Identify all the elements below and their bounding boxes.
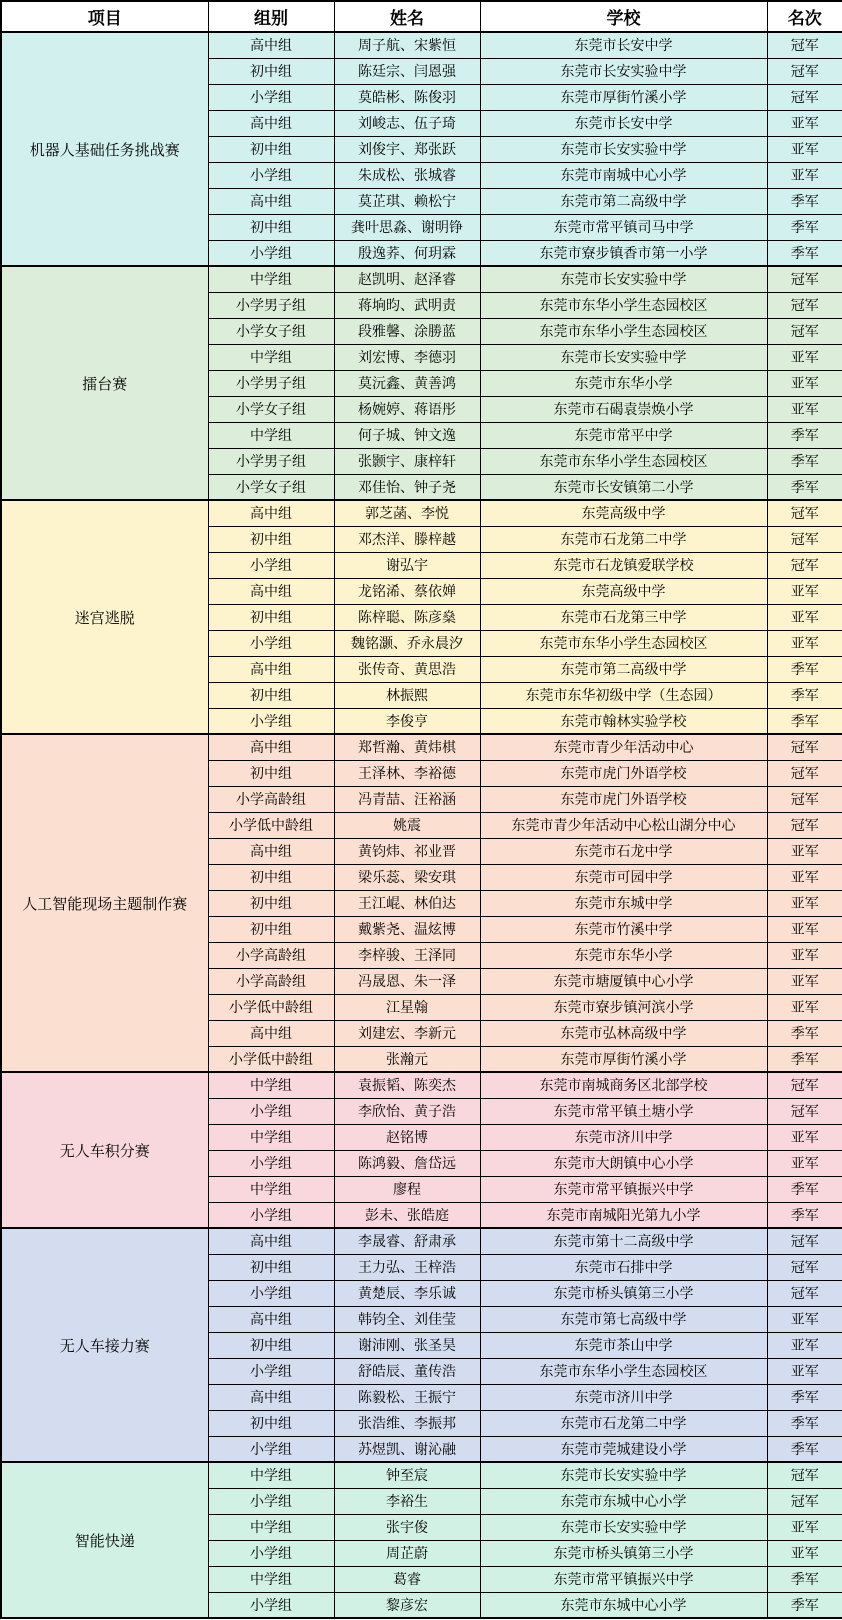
school-cell: 东莞市长安中学 xyxy=(480,110,767,136)
group-cell: 小学组 xyxy=(208,1358,334,1384)
group-cell: 中学组 xyxy=(208,1176,334,1202)
rank-cell: 冠军 xyxy=(767,266,842,292)
names-cell: 钟至宸 xyxy=(334,1462,480,1488)
names-cell: 郭芝菡、李悦 xyxy=(334,500,480,526)
school-cell: 东莞市济川中学 xyxy=(480,1384,767,1410)
school-cell: 东莞市可园中学 xyxy=(480,864,767,890)
group-cell: 初中组 xyxy=(208,682,334,708)
rank-cell: 亚军 xyxy=(767,1150,842,1176)
school-cell: 东莞市第二高级中学 xyxy=(480,188,767,214)
rank-cell: 亚军 xyxy=(767,370,842,396)
names-cell: 王泽林、李裕德 xyxy=(334,760,480,786)
group-cell: 高中组 xyxy=(208,188,334,214)
school-cell: 东莞市长安镇第二小学 xyxy=(480,474,767,500)
rank-cell: 季军 xyxy=(767,240,842,266)
names-cell: 张颢宇、康梓轩 xyxy=(334,448,480,474)
names-cell: 李梓骏、王泽同 xyxy=(334,942,480,968)
school-cell: 东莞市长安中学 xyxy=(480,32,767,58)
school-cell: 东莞市长安实验中学 xyxy=(480,1462,767,1488)
names-cell: 何子城、钟文逸 xyxy=(334,422,480,448)
names-cell: 龚叶思淼、谢明铮 xyxy=(334,214,480,240)
group-cell: 初中组 xyxy=(208,136,334,162)
group-cell: 小学低中龄组 xyxy=(208,994,334,1020)
rank-cell: 亚军 xyxy=(767,1124,842,1150)
group-cell: 高中组 xyxy=(208,110,334,136)
names-cell: 王江崐、林伯达 xyxy=(334,890,480,916)
names-cell: 张浩维、李振邦 xyxy=(334,1410,480,1436)
group-cell: 初中组 xyxy=(208,916,334,942)
names-cell: 殷逸荞、何玥霖 xyxy=(334,240,480,266)
rank-cell: 季军 xyxy=(767,1176,842,1202)
rank-cell: 冠军 xyxy=(767,1462,842,1488)
rank-cell: 季军 xyxy=(767,1046,842,1072)
names-cell: 段雅馨、涂勝蓝 xyxy=(334,318,480,344)
rank-cell: 亚军 xyxy=(767,136,842,162)
header-school: 学校 xyxy=(480,1,767,32)
school-cell: 东莞市翰林实验学校 xyxy=(480,708,767,734)
rank-cell: 季军 xyxy=(767,708,842,734)
names-cell: 袁振韬、陈奕杰 xyxy=(334,1072,480,1098)
project-cell: 机器人基础任务挑战赛 xyxy=(1,32,208,266)
rank-cell: 季军 xyxy=(767,682,842,708)
names-cell: 邓杰洋、滕梓越 xyxy=(334,526,480,552)
group-cell: 高中组 xyxy=(208,500,334,526)
group-cell: 中学组 xyxy=(208,344,334,370)
group-cell: 小学男子组 xyxy=(208,448,334,474)
names-cell: 韩钧全、刘佳莹 xyxy=(334,1306,480,1332)
names-cell: 冯晟恩、朱一泽 xyxy=(334,968,480,994)
group-cell: 初中组 xyxy=(208,58,334,84)
names-cell: 梁乐蕊、梁安琪 xyxy=(334,864,480,890)
header-project: 项目 xyxy=(1,1,208,32)
group-cell: 初中组 xyxy=(208,760,334,786)
group-cell: 高中组 xyxy=(208,1384,334,1410)
school-cell: 东莞市青少年活动中心松山湖分中心 xyxy=(480,812,767,838)
rank-cell: 亚军 xyxy=(767,396,842,422)
group-cell: 小学男子组 xyxy=(208,370,334,396)
rank-cell: 亚军 xyxy=(767,942,842,968)
school-cell: 东莞市东城中学 xyxy=(480,890,767,916)
school-cell: 东莞市弘林高级中学 xyxy=(480,1020,767,1046)
school-cell: 东莞市常平镇振兴中学 xyxy=(480,1566,767,1592)
names-cell: 陈毅松、王振宁 xyxy=(334,1384,480,1410)
rank-cell: 亚军 xyxy=(767,578,842,604)
project-cell: 擂台赛 xyxy=(1,266,208,500)
rank-cell: 冠军 xyxy=(767,760,842,786)
names-cell: 戴紫尧、温炫博 xyxy=(334,916,480,942)
names-cell: 张传奇、黄思浩 xyxy=(334,656,480,682)
names-cell: 刘宏博、李德羽 xyxy=(334,344,480,370)
school-cell: 东莞市长安实验中学 xyxy=(480,1514,767,1540)
rank-cell: 冠军 xyxy=(767,292,842,318)
names-cell: 赵铭博 xyxy=(334,1124,480,1150)
school-cell: 东莞市茶山中学 xyxy=(480,1332,767,1358)
header-rank: 名次 xyxy=(767,1,842,32)
table-row xyxy=(1,266,842,292)
group-cell: 中学组 xyxy=(208,1566,334,1592)
names-cell: 莫沅鑫、黄善鸿 xyxy=(334,370,480,396)
school-cell: 东莞市常平镇振兴中学 xyxy=(480,1176,767,1202)
school-cell: 东莞市塘厦镇中心小学 xyxy=(480,968,767,994)
school-cell: 东莞市长安实验中学 xyxy=(480,344,767,370)
group-cell: 小学低中龄组 xyxy=(208,1046,334,1072)
rank-cell: 冠军 xyxy=(767,84,842,110)
rank-cell: 季军 xyxy=(767,1592,842,1618)
school-cell: 东莞市东华初级中学（生态园） xyxy=(480,682,767,708)
group-cell: 高中组 xyxy=(208,838,334,864)
names-cell: 黄楚辰、李乐诚 xyxy=(334,1280,480,1306)
rank-cell: 冠军 xyxy=(767,526,842,552)
group-cell: 小学组 xyxy=(208,552,334,578)
names-cell: 周芷蔚 xyxy=(334,1540,480,1566)
names-cell: 陈梓聪、陈彦燊 xyxy=(334,604,480,630)
group-cell: 高中组 xyxy=(208,1306,334,1332)
rank-cell: 亚军 xyxy=(767,968,842,994)
school-cell: 东莞市东华小学生态园校区 xyxy=(480,1358,767,1384)
rank-cell: 亚军 xyxy=(767,994,842,1020)
group-cell: 小学组 xyxy=(208,240,334,266)
group-cell: 小学高龄组 xyxy=(208,942,334,968)
table-row xyxy=(1,1228,842,1254)
group-cell: 高中组 xyxy=(208,1228,334,1254)
project-cell: 智能快递 xyxy=(1,1462,208,1618)
school-cell: 东莞市南城中心小学 xyxy=(480,162,767,188)
group-cell: 高中组 xyxy=(208,578,334,604)
names-cell: 李晟睿、舒肃承 xyxy=(334,1228,480,1254)
names-cell: 廖程 xyxy=(334,1176,480,1202)
school-cell: 东莞高级中学 xyxy=(480,500,767,526)
rank-cell: 冠军 xyxy=(767,552,842,578)
names-cell: 姚震 xyxy=(334,812,480,838)
group-cell: 小学组 xyxy=(208,162,334,188)
group-cell: 初中组 xyxy=(208,1254,334,1280)
group-cell: 小学组 xyxy=(208,1540,334,1566)
group-cell: 小学组 xyxy=(208,630,334,656)
group-cell: 中学组 xyxy=(208,1514,334,1540)
school-cell: 东莞市寮步镇河滨小学 xyxy=(480,994,767,1020)
rank-cell: 冠军 xyxy=(767,318,842,344)
names-cell: 葛睿 xyxy=(334,1566,480,1592)
school-cell: 东莞市长安实验中学 xyxy=(480,266,767,292)
school-cell: 东莞市青少年活动中心 xyxy=(480,734,767,760)
names-cell: 杨婉婷、蒋语彤 xyxy=(334,396,480,422)
table-row xyxy=(1,32,842,58)
group-cell: 小学组 xyxy=(208,1202,334,1228)
names-cell: 林振熙 xyxy=(334,682,480,708)
school-cell: 东莞市寮步镇香市第一小学 xyxy=(480,240,767,266)
group-cell: 中学组 xyxy=(208,266,334,292)
table-row xyxy=(1,1072,842,1098)
rank-cell: 亚军 xyxy=(767,344,842,370)
rank-cell: 季军 xyxy=(767,1410,842,1436)
names-cell: 郑哲瀚、黄炜棋 xyxy=(334,734,480,760)
rank-cell: 冠军 xyxy=(767,1488,842,1514)
school-cell: 东莞市石排中学 xyxy=(480,1254,767,1280)
rank-cell: 季军 xyxy=(767,1566,842,1592)
project-cell: 无人车接力赛 xyxy=(1,1228,208,1462)
group-cell: 小学组 xyxy=(208,1592,334,1618)
school-cell: 东莞市东华小学生态园校区 xyxy=(480,448,767,474)
group-cell: 小学组 xyxy=(208,84,334,110)
group-cell: 小学女子组 xyxy=(208,396,334,422)
project-cell: 无人车积分赛 xyxy=(1,1072,208,1228)
group-cell: 高中组 xyxy=(208,656,334,682)
school-cell: 东莞市东城中心小学 xyxy=(480,1592,767,1618)
names-cell: 舒皓辰、董传浩 xyxy=(334,1358,480,1384)
rank-cell: 冠军 xyxy=(767,58,842,84)
rank-cell: 冠军 xyxy=(767,812,842,838)
school-cell: 东莞市东城中心小学 xyxy=(480,1488,767,1514)
rank-cell: 冠军 xyxy=(767,1228,842,1254)
school-cell: 东莞市长安实验中学 xyxy=(480,58,767,84)
group-cell: 中学组 xyxy=(208,422,334,448)
school-cell: 东莞市常平镇土塘小学 xyxy=(480,1098,767,1124)
names-cell: 谢弘宇 xyxy=(334,552,480,578)
names-cell: 莫芷琪、赖松宁 xyxy=(334,188,480,214)
rank-cell: 亚军 xyxy=(767,916,842,942)
table-row xyxy=(1,1462,842,1488)
rank-cell: 冠军 xyxy=(767,786,842,812)
group-cell: 小学男子组 xyxy=(208,292,334,318)
school-cell: 东莞市第十二高级中学 xyxy=(480,1228,767,1254)
names-cell: 陈廷宗、闫恩强 xyxy=(334,58,480,84)
school-cell: 东莞市厚街竹溪小学 xyxy=(480,1046,767,1072)
names-cell: 谢沛刚、张圣昊 xyxy=(334,1332,480,1358)
school-cell: 东莞市大朗镇中心小学 xyxy=(480,1150,767,1176)
school-cell: 东莞市石龙镇爱联学校 xyxy=(480,552,767,578)
school-cell: 东莞市东华小学 xyxy=(480,370,767,396)
group-cell: 初中组 xyxy=(208,864,334,890)
group-cell: 小学组 xyxy=(208,1098,334,1124)
rank-cell: 冠军 xyxy=(767,1254,842,1280)
group-cell: 中学组 xyxy=(208,1124,334,1150)
school-cell: 东莞市竹溪中学 xyxy=(480,916,767,942)
rank-cell: 亚军 xyxy=(767,630,842,656)
school-cell: 东莞市桥头镇第三小学 xyxy=(480,1540,767,1566)
names-cell: 黎彦宏 xyxy=(334,1592,480,1618)
rank-cell: 季军 xyxy=(767,656,842,682)
group-cell: 小学女子组 xyxy=(208,474,334,500)
school-cell: 东莞市济川中学 xyxy=(480,1124,767,1150)
names-cell: 刘建宏、李新元 xyxy=(334,1020,480,1046)
school-cell: 东莞市常平中学 xyxy=(480,422,767,448)
group-cell: 小学组 xyxy=(208,1280,334,1306)
group-cell: 中学组 xyxy=(208,1462,334,1488)
group-cell: 小学高龄组 xyxy=(208,786,334,812)
names-cell: 魏铭灏、乔永晨汐 xyxy=(334,630,480,656)
header-group: 组别 xyxy=(208,1,334,32)
school-cell: 东莞市桥头镇第三小学 xyxy=(480,1280,767,1306)
group-cell: 小学组 xyxy=(208,1150,334,1176)
group-cell: 初中组 xyxy=(208,890,334,916)
group-cell: 初中组 xyxy=(208,604,334,630)
school-cell: 东莞市石碣袁崇焕小学 xyxy=(480,396,767,422)
table-row xyxy=(1,734,842,760)
group-cell: 初中组 xyxy=(208,526,334,552)
group-cell: 高中组 xyxy=(208,32,334,58)
group-cell: 小学高龄组 xyxy=(208,968,334,994)
school-cell: 东莞市莞城建设小学 xyxy=(480,1436,767,1462)
rank-cell: 季军 xyxy=(767,214,842,240)
school-cell: 东莞市石龙第二中学 xyxy=(480,526,767,552)
names-cell: 邓佳怡、钟子尧 xyxy=(334,474,480,500)
group-cell: 小学女子组 xyxy=(208,318,334,344)
rank-cell: 亚军 xyxy=(767,604,842,630)
names-cell: 莫皓彬、陈俊羽 xyxy=(334,84,480,110)
group-cell: 高中组 xyxy=(208,1020,334,1046)
school-cell: 东莞市石龙第二中学 xyxy=(480,1410,767,1436)
school-cell: 东莞市石龙第三中学 xyxy=(480,604,767,630)
rank-cell: 亚军 xyxy=(767,162,842,188)
rank-cell: 亚军 xyxy=(767,1358,842,1384)
names-cell: 苏煜凯、谢沁融 xyxy=(334,1436,480,1462)
rank-cell: 季军 xyxy=(767,1020,842,1046)
rank-cell: 亚军 xyxy=(767,110,842,136)
rank-cell: 亚军 xyxy=(767,890,842,916)
names-cell: 陈鸿毅、詹岱远 xyxy=(334,1150,480,1176)
names-cell: 王力弘、王梓浩 xyxy=(334,1254,480,1280)
rank-cell: 冠军 xyxy=(767,734,842,760)
names-cell: 冯青喆、汪裕涵 xyxy=(334,786,480,812)
group-cell: 初中组 xyxy=(208,214,334,240)
names-cell: 李欣怡、黄子浩 xyxy=(334,1098,480,1124)
school-cell: 东莞市东华小学生态园校区 xyxy=(480,630,767,656)
school-cell: 东莞市第二高级中学 xyxy=(480,656,767,682)
rank-cell: 季军 xyxy=(767,1384,842,1410)
table-row xyxy=(1,500,842,526)
rank-cell: 季军 xyxy=(767,422,842,448)
rank-cell: 冠军 xyxy=(767,1098,842,1124)
names-cell: 蒋垧昀、武明责 xyxy=(334,292,480,318)
rank-cell: 冠军 xyxy=(767,1072,842,1098)
school-cell: 东莞高级中学 xyxy=(480,578,767,604)
names-cell: 彭未、张皓庭 xyxy=(334,1202,480,1228)
rank-cell: 亚军 xyxy=(767,838,842,864)
school-cell: 东莞市虎门外语学校 xyxy=(480,786,767,812)
names-cell: 周子航、宋紫恒 xyxy=(334,32,480,58)
group-cell: 高中组 xyxy=(208,734,334,760)
group-cell: 小学组 xyxy=(208,1436,334,1462)
rank-cell: 亚军 xyxy=(767,1540,842,1566)
rank-cell: 亚军 xyxy=(767,864,842,890)
names-cell: 江星翰 xyxy=(334,994,480,1020)
names-cell: 朱成松、张城睿 xyxy=(334,162,480,188)
group-cell: 小学组 xyxy=(208,708,334,734)
names-cell: 张瀚元 xyxy=(334,1046,480,1072)
group-cell: 初中组 xyxy=(208,1332,334,1358)
rank-cell: 季军 xyxy=(767,188,842,214)
group-cell: 小学组 xyxy=(208,1488,334,1514)
group-cell: 初中组 xyxy=(208,1410,334,1436)
names-cell: 李俊亨 xyxy=(334,708,480,734)
rank-cell: 季军 xyxy=(767,1436,842,1462)
school-cell: 东莞市长安实验中学 xyxy=(480,136,767,162)
group-cell: 小学低中龄组 xyxy=(208,812,334,838)
rank-cell: 亚军 xyxy=(767,1332,842,1358)
group-cell: 中学组 xyxy=(208,1072,334,1098)
rank-cell: 季军 xyxy=(767,448,842,474)
table-body xyxy=(1,32,842,1618)
project-cell: 迷宫逃脱 xyxy=(1,500,208,734)
school-cell: 东莞市东华小学生态园校区 xyxy=(480,292,767,318)
names-cell: 龙铭浠、蔡依婵 xyxy=(334,578,480,604)
school-cell: 东莞市常平镇司马中学 xyxy=(480,214,767,240)
school-cell: 东莞市石龙中学 xyxy=(480,838,767,864)
names-cell: 李裕生 xyxy=(334,1488,480,1514)
school-cell: 东莞市厚街竹溪小学 xyxy=(480,84,767,110)
rank-cell: 冠军 xyxy=(767,1280,842,1306)
names-cell: 刘俊宇、郑张跃 xyxy=(334,136,480,162)
rank-cell: 季军 xyxy=(767,1202,842,1228)
school-cell: 东莞市东华小学 xyxy=(480,942,767,968)
school-cell: 东莞市第七高级中学 xyxy=(480,1306,767,1332)
rank-cell: 亚军 xyxy=(767,1514,842,1540)
names-cell: 赵凯明、赵泽睿 xyxy=(334,266,480,292)
school-cell: 东莞市虎门外语学校 xyxy=(480,760,767,786)
rank-cell: 冠军 xyxy=(767,32,842,58)
names-cell: 张宇俊 xyxy=(334,1514,480,1540)
rank-cell: 冠军 xyxy=(767,500,842,526)
names-cell: 刘峻志、伍子琦 xyxy=(334,110,480,136)
school-cell: 东莞市南城商务区北部学校 xyxy=(480,1072,767,1098)
names-cell: 黄钧炜、祁业晋 xyxy=(334,838,480,864)
header-row xyxy=(1,1,842,32)
rank-cell: 季军 xyxy=(767,474,842,500)
school-cell: 东莞市南城阳光第九小学 xyxy=(480,1202,767,1228)
rank-cell: 亚军 xyxy=(767,1306,842,1332)
header-names: 姓名 xyxy=(334,1,480,32)
table-header xyxy=(1,1,842,32)
project-cell: 人工智能现场主题制作赛 xyxy=(1,734,208,1072)
school-cell: 东莞市东华小学生态园校区 xyxy=(480,318,767,344)
